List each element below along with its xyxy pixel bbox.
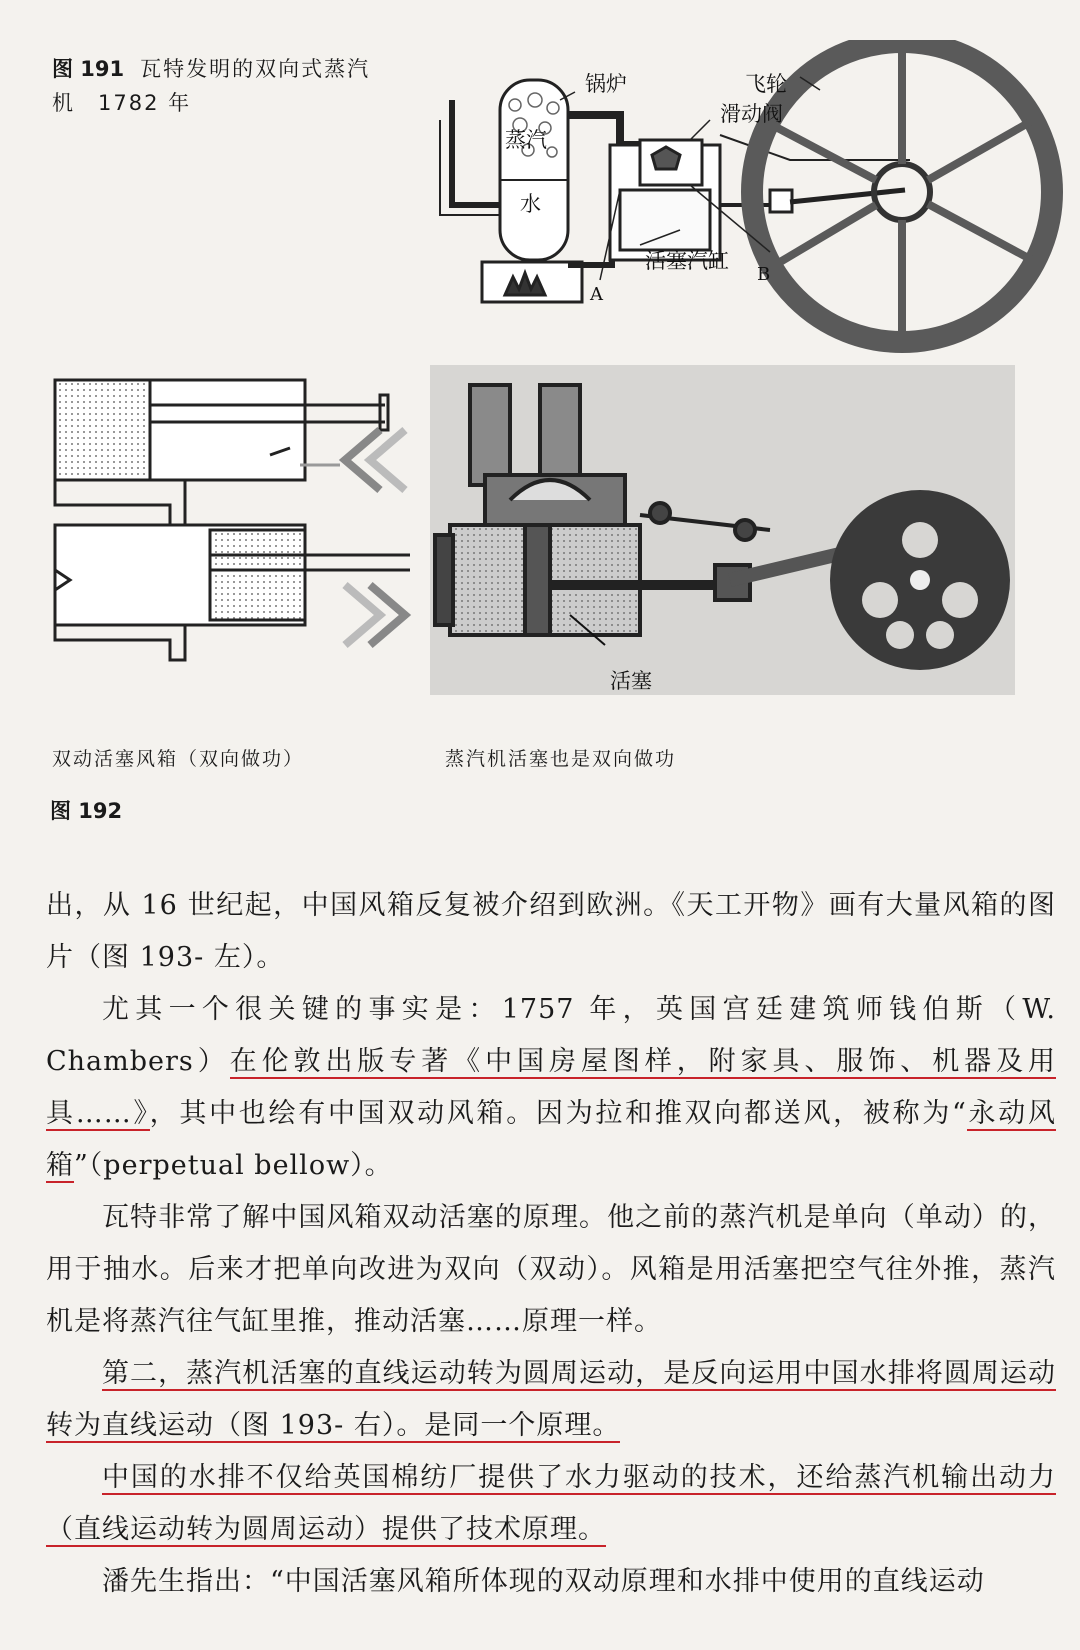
label-piston-cylinder: 活塞汽缸: [645, 249, 729, 273]
figure-192-right-caption: 蒸汽机活塞也是双向做功: [445, 748, 677, 770]
bellows-top-arrows: [345, 430, 405, 490]
label-boiler: 锅炉: [585, 72, 627, 96]
paragraph-2: [46, 984, 1056, 1192]
paragraph-2-c: ，其中也绘有中国双动风箱。因为拉和推双向都送风，被称为“: [149, 1098, 967, 1129]
label-flywheel: 飞轮: [745, 72, 787, 96]
figure-191-caption-line1: 瓦特发明的双向式蒸汽: [140, 57, 371, 81]
paragraph-4-underlined: 第二，蒸汽机活塞的直线运动转为圆周运动，是反向运用中国水排将圆周运动转为直线运动（图 193- 右）。是同一个原理。: [46, 1358, 1056, 1441]
figure-192-number: 图 192: [50, 799, 123, 823]
label-water: 水: [520, 192, 541, 216]
paragraph-6: 潘先生指出：“中国活塞风箱所体现的双动原理和水排中使用的直线运动: [102, 1566, 985, 1597]
label-a: A: [590, 284, 603, 305]
paragraph-2-underlined-term: 永动风箱: [46, 1098, 1056, 1181]
paragraph-2-a: 尤其一个很关键的事实是：1757 年，英国宫廷建筑师钱伯斯（W. Chambers）: [46, 994, 1056, 1077]
figure-192-bellows-diagram: [40, 370, 460, 710]
label-steam: 蒸汽: [505, 128, 547, 152]
figure-191-number: 图 191: [52, 57, 125, 81]
paragraph-3: 瓦特非常了解中国风箱双动活塞的原理。他之前的蒸汽机是单向（单动）的，用于抽水。后来才把单向改进为双向（双动）。风箱是用活塞把空气往外推，蒸汽机是将蒸汽往气缸里推，推动活塞……原理一样。: [46, 1202, 1056, 1337]
bellows-bottom-arrows: [345, 585, 405, 645]
body-text: [46, 880, 1056, 1608]
paragraph-5-underlined: 中国的水排不仅给英国棉纺厂提供了水力驱动的技术，还给蒸汽机输出动力（直线运动转为圆周运动）提供了技术原理。: [46, 1462, 1056, 1545]
figure-191-caption-line2: 机 1782 年: [52, 91, 192, 115]
paragraph-5: [46, 1452, 1056, 1556]
figure-192-steam-engine-image: [430, 365, 1015, 695]
figure-192-left-caption: 双动活塞风箱（双向做功）: [52, 748, 305, 770]
label-b: B: [757, 264, 771, 285]
label-slide-valve: 滑动阀: [720, 102, 783, 126]
paragraph-4: [46, 1348, 1056, 1452]
engine-flywheel: [830, 490, 1010, 670]
label-piston: 活塞: [610, 669, 652, 693]
paragraph-1: 出，从 16 世纪起，中国风箱反复被介绍到欧洲。《天工开物》画有大量风箱的图片（图 193- 左）。: [46, 890, 1056, 973]
paragraph-2-e: ”（perpetual bellow）。: [74, 1150, 393, 1181]
paragraph-2-underlined-title: 在伦敦出版专著《中国房屋图样，附家具、服饰、机器及用具……》: [46, 1046, 1056, 1129]
